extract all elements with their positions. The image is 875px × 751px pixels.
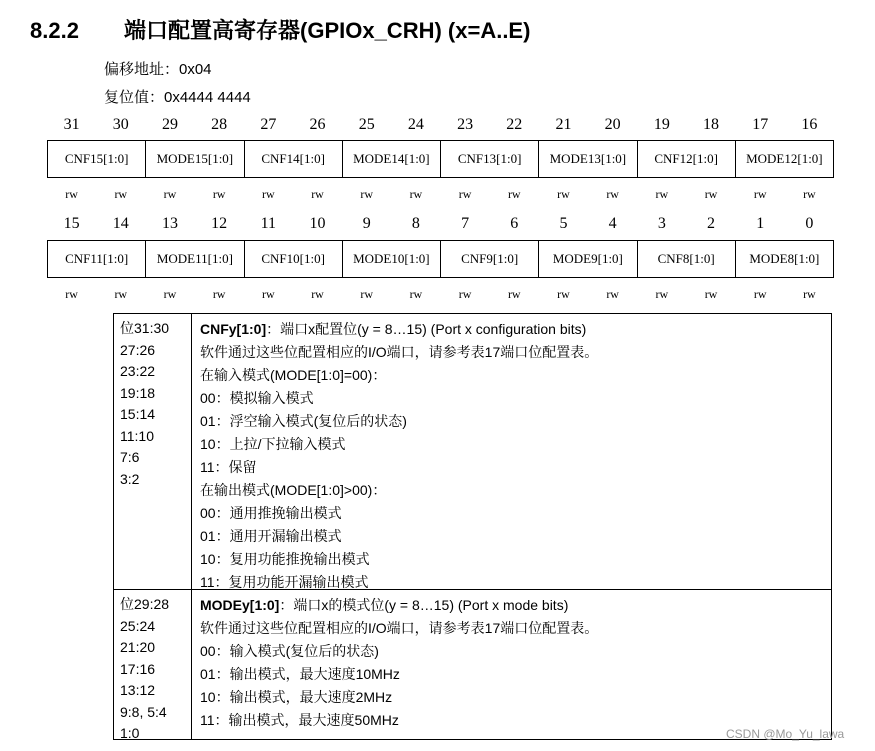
bit-number: 15 [63, 215, 80, 232]
reset-value: 复位值：0x4444 4444 [104, 89, 251, 106]
description-line: 在输出模式(MODE[1:0]>00)： [200, 482, 387, 498]
section-number: 8.2.2 [30, 18, 79, 43]
access-label: rw [704, 287, 718, 301]
register-fields-high [47, 140, 834, 178]
register-field: MODE13[1:0] [539, 141, 637, 177]
bit-number: 8 [411, 215, 420, 232]
register-field: MODE12[1:0] [746, 151, 823, 166]
mode-title-line [200, 594, 598, 617]
access-label: rw [507, 287, 521, 301]
description-line: 10：输出模式，最大速度2MHz [200, 689, 393, 705]
register-field: CNF9[1:0] [441, 241, 539, 277]
bit-number: 3 [657, 215, 666, 232]
bit-number: 22 [506, 116, 523, 133]
access-label: rw [409, 287, 423, 301]
access-label: rw [458, 187, 472, 201]
description-line: 11：保留 [200, 459, 257, 475]
mode-field-title: ：端口x的模式位(y = 8…15) (Port x mode bits) [279, 597, 569, 613]
bit-number: 18 [703, 116, 720, 133]
register-field: MODE8[1:0] [749, 251, 820, 266]
access-label: rw [655, 187, 669, 201]
access-label: rw [409, 187, 423, 201]
cnf-field-name: CNFy[1:0] [200, 321, 267, 337]
bit-number: 24 [407, 116, 424, 133]
bit-position: 11:10 [120, 427, 154, 444]
bit-number: 4 [608, 215, 617, 232]
bit-number: 26 [309, 116, 326, 133]
access-label: rw [803, 187, 816, 201]
access-label: rw [360, 187, 374, 201]
mode-section [114, 590, 831, 739]
register-field: CNF15[1:0] [48, 141, 146, 177]
bit-number: 31 [63, 116, 80, 133]
bit-position: 19:18 [120, 384, 156, 401]
bit-number: 9 [362, 215, 371, 232]
watermark: CSDN @Mo_Yu_lawa [726, 727, 845, 741]
section-title: 端口配置高寄存器(GPIOx_CRH) (x=A..E) [124, 18, 531, 43]
access-label: rw [163, 287, 177, 301]
access-label: rw [114, 287, 128, 301]
bit-number: 2 [707, 215, 716, 232]
description-line: 01：浮空输入模式(复位后的状态) [200, 413, 407, 429]
bit-description-table [113, 313, 832, 740]
bit-number: 28 [211, 116, 228, 133]
access-label: rw [557, 187, 570, 201]
description-line: 软件通过这些位配置相应的I/O端口，请参考表17端口位配置表。 [200, 620, 599, 636]
register-field: CNF14[1:0] [245, 141, 343, 177]
cnf-title-line [200, 318, 598, 341]
bit-position: 1:0 [120, 725, 140, 741]
access-label: rw [753, 187, 767, 201]
access-label: rw [704, 187, 718, 201]
bit-position: 17:16 [120, 660, 156, 677]
access-label: rw [360, 287, 374, 301]
cnf-field-title: ：端口x配置位(y = 8…15) (Port x configuration bits) [266, 321, 587, 337]
description-line: 软件通过这些位配置相应的I/O端口，请参考表17端口位配置表。 [200, 344, 599, 360]
bit-number: 20 [604, 116, 621, 133]
description-line: 00：通用推挽输出模式 [200, 505, 342, 521]
access-label: rw [606, 287, 619, 301]
access-label: rw [458, 287, 472, 301]
bit-number: 11 [260, 215, 277, 232]
register-field: MODE10[1:0] [343, 241, 441, 277]
description-line: 11：复用功能开漏输出模式 [200, 574, 369, 590]
register-field: MODE11[1:0] [146, 241, 244, 277]
description-line: 10：上拉/下拉输入模式 [200, 436, 346, 452]
offset-address: 偏移地址：0x04 [104, 61, 212, 78]
access-label: rw [311, 187, 324, 201]
bit-numbers-high [47, 116, 834, 134]
section-heading [30, 14, 530, 45]
access-label: rw [163, 187, 177, 201]
mode-description [200, 594, 598, 732]
register-field: CNF8[1:0] [638, 241, 736, 277]
register-field: MODE9[1:0] [539, 241, 637, 277]
bit-number: 16 [801, 116, 818, 133]
register-fields-low [47, 240, 834, 278]
bit-position: 23:22 [120, 363, 156, 379]
access-row-low [47, 287, 834, 303]
bit-numbers-low [47, 215, 834, 233]
bit-number: 25 [358, 116, 375, 133]
bit-number: 6 [510, 215, 519, 232]
description-line: 00：模拟输入模式 [200, 390, 314, 406]
cnf-section [114, 314, 831, 590]
bit-number: 10 [309, 215, 326, 232]
access-label: rw [655, 287, 669, 301]
bit-position: 15:14 [120, 406, 156, 422]
bit-number: 27 [260, 116, 277, 133]
description-line: 01：输出模式，最大速度10MHz [200, 666, 400, 682]
access-label: rw [65, 287, 78, 301]
bit-number: 14 [112, 215, 129, 232]
bit-position: 3:2 [120, 470, 140, 487]
bit-position: 位29:28 [120, 596, 170, 612]
bit-number: 17 [752, 116, 769, 133]
cnf-bit-positions [114, 314, 192, 589]
access-label: rw [606, 187, 619, 201]
access-label: rw [212, 287, 226, 301]
register-field: MODE14[1:0] [343, 141, 441, 177]
bit-number: 21 [555, 116, 572, 133]
access-label: rw [803, 287, 816, 301]
access-label: rw [114, 187, 128, 201]
bit-number: 12 [211, 215, 228, 232]
bit-number: 1 [756, 215, 765, 232]
register-field: CNF10[1:0] [245, 241, 343, 277]
access-label: rw [212, 187, 226, 201]
bit-position: 27:26 [120, 341, 156, 358]
bit-number: 7 [461, 215, 470, 232]
bit-position: 21:20 [120, 639, 156, 655]
bit-position: 9:8, 5:4 [120, 703, 167, 720]
bit-number: 29 [161, 116, 178, 133]
description-line: 11：输出模式，最大速度50MHz [200, 712, 399, 728]
description-line: 在输入模式(MODE[1:0]=00)： [200, 367, 387, 383]
description-line: 00：输入模式(复位后的状态) [200, 643, 379, 659]
register-field: MODE15[1:0] [146, 141, 244, 177]
bit-position: 13:12 [120, 682, 156, 698]
bit-position: 25:24 [120, 617, 156, 634]
bit-number: 23 [457, 116, 474, 133]
bit-number: 5 [559, 215, 568, 232]
register-field: CNF12[1:0] [638, 141, 736, 177]
bit-number: 13 [161, 215, 178, 232]
access-label: rw [557, 287, 570, 301]
access-row-high [47, 187, 834, 203]
mode-field-name: MODEy[1:0] [200, 597, 280, 613]
bit-number: 30 [112, 116, 129, 133]
description-line: 01：通用开漏输出模式 [200, 528, 342, 544]
bit-number: 19 [653, 116, 670, 133]
register-field: CNF13[1:0] [441, 141, 539, 177]
bit-position: 7:6 [120, 449, 140, 465]
description-line: 10：复用功能推挽输出模式 [200, 551, 370, 567]
access-label: rw [753, 287, 767, 301]
access-label: rw [311, 287, 324, 301]
access-label: rw [262, 287, 275, 301]
access-label: rw [262, 187, 275, 201]
access-label: rw [507, 187, 521, 201]
bit-number: 0 [805, 215, 814, 232]
cnf-description [200, 318, 598, 594]
access-label: rw [65, 187, 78, 201]
bit-position: 位31:30 [120, 320, 170, 336]
register-field: CNF11[1:0] [48, 241, 146, 277]
mode-bit-positions [114, 590, 192, 739]
